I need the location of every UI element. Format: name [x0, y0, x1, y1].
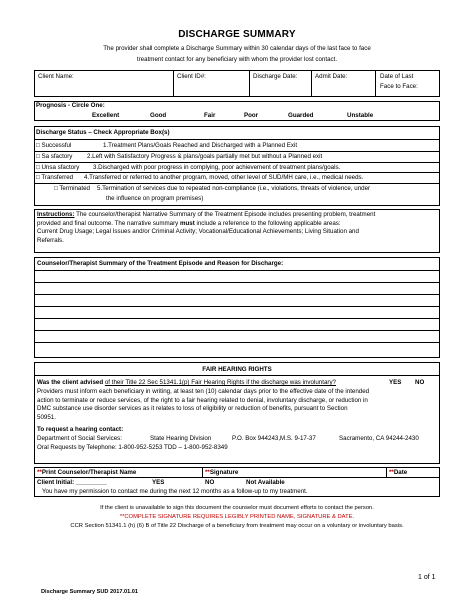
document-id: Discharge Summary SUD 2017.01.01 [41, 589, 139, 595]
last-face-to-face-field[interactable]: Face to Face: [380, 83, 418, 90]
footer-legibly-note: **COMPLETE SIGNATURE REQUIRES LEGIBLY PRINTED NAME, SIGNATURE & DATE. [119, 514, 355, 520]
intro-text [70, 43, 404, 65]
summary-line[interactable] [34, 342, 440, 343]
client-name-field[interactable]: Client Name: [38, 73, 74, 80]
fair-hearing-p4: 50951. [37, 413, 56, 421]
summary-label: Counselor/Therapist Summary of the Treatment Episode and Reason for Discharge: [37, 260, 284, 267]
hearing-request-label: To request a hearing contact: [37, 426, 124, 433]
fair-hearing-p1: Providers must inform each beneficiary in writing, at least ten (10) calendar days prior to the effective date of the intended [37, 388, 370, 395]
divider [34, 183, 440, 184]
prognosis-option-poor[interactable]: Poor [244, 112, 259, 119]
fair-hearing-yes-option[interactable]: YES [389, 379, 402, 386]
page-number: 1 of 1 [418, 574, 436, 581]
status-transferred-checkbox[interactable]: □ Transferred [36, 174, 74, 181]
date-field[interactable] [389, 469, 407, 477]
instructions-line-4: Referrals. [37, 236, 64, 244]
status-terminated-checkbox[interactable]: □ Terminated [54, 185, 90, 192]
prognosis-option-guarded[interactable]: Guarded [288, 112, 314, 119]
status-successful-desc: 1.Treatment Plans/Goals Reached and Discharged with a Planned Exit [103, 142, 298, 149]
divider [34, 162, 440, 163]
status-terminated-desc-2: the influence on program premises) [106, 195, 204, 202]
intro-line-2: treatment contact for any beneficiary with whom the provider lost contact. [136, 56, 338, 63]
hearing-division: State Hearing Division [150, 435, 212, 442]
consent-permission-text: You have my permission to contact me during the next 12 months as a follow-up to my treatment. [42, 488, 308, 495]
required-marker: ** [37, 469, 42, 476]
fair-hearing-p3: DMC substance use disorder services as it relates to loss of eligibility or reduction of benefits, pursuant to Section [37, 405, 348, 413]
consent-not-available-option[interactable]: Not Available [246, 479, 285, 486]
summary-line[interactable] [34, 282, 440, 283]
prognosis-option-fair[interactable]: Fair [204, 112, 216, 119]
client-initial-field[interactable]: Client Initial: _________ [37, 479, 107, 486]
hearing-dept: Department of Social Services: [37, 435, 122, 442]
status-satisfactory-desc: 2.Left with Satisfactory Progress & plans/goals partially met but without a Planned exit [87, 153, 323, 160]
discharge-date-field[interactable]: Discharge Date: [253, 73, 298, 80]
status-successful-checkbox[interactable]: □ Successful [36, 142, 72, 149]
divider [173, 70, 174, 97]
prognosis-option-excellent[interactable]: Excellent [92, 112, 120, 119]
footer-ccr-note: CCR Section 51341.1 (h) (6) B of Title 22 Discharge of a beneficiary from treatment may occur on a voluntary or involuntary basis. [70, 523, 404, 529]
fair-hearing-question-b: of their Title 22 Sec 51341.1(p) Fair Hearing Rights if the discharge was involuntary? [104, 379, 336, 386]
divider [311, 70, 312, 97]
instructions-line-3: Current Drug Usage; Legal Issues and/or Criminal Activity; Vocational/Educational Achievements; Living Situation and [37, 228, 359, 236]
summary-line[interactable] [34, 318, 440, 319]
client-id-field[interactable]: Client ID#: [177, 73, 206, 80]
divider [34, 375, 440, 376]
prognosis-option-good[interactable]: Good [150, 112, 167, 119]
summary-line[interactable] [34, 330, 440, 331]
hearing-po-box: P.O. Box 944243,M.S. 9-17-37 [232, 435, 316, 442]
fair-hearing-question-a: Was the client advised [37, 379, 105, 386]
page-title: DISCHARGE SUMMARY [178, 29, 296, 40]
date-label: Date [393, 469, 408, 476]
fair-hearing-question [37, 379, 336, 387]
status-transferred-desc: 4.Transferred or referred to another program, moved, other level of SUD/MH care, i.e., medical needs. [84, 174, 364, 181]
divider [34, 151, 440, 152]
divider [34, 172, 440, 173]
consent-no-option[interactable]: NO [205, 479, 215, 486]
status-satisfactory-checkbox[interactable]: □ Sa sfactory [36, 153, 73, 160]
footer-note: If the client is unavailable to sign this document the counselor must document efforts to contact the person. [100, 505, 374, 511]
instructions-line-2a: provided and final outcome. The narrative summary [37, 219, 180, 227]
signature-field[interactable] [205, 469, 238, 477]
fair-hearing-p2: action to terminate or reduce services, of the right to a fair hearing related to denial, involuntary discharge, or reduction in [37, 396, 368, 404]
prognosis-option-unstable[interactable]: Unstable [347, 112, 374, 119]
instructions-text [37, 211, 437, 245]
signature-label: Signature [209, 469, 239, 476]
instructions-must: must [179, 219, 195, 227]
fair-hearing-no-option[interactable]: NO [415, 379, 425, 386]
divider [375, 70, 376, 97]
required-marker: ** [389, 469, 394, 476]
consent-yes-option[interactable]: YES [152, 479, 165, 486]
instructions-line-1: The counselor/therapist Narrative Summary of the Treatment Episode includes presenting problem, treatment [74, 211, 376, 218]
divider [249, 70, 250, 97]
summary-line[interactable] [34, 306, 440, 307]
instructions-label: Instructions: [37, 211, 75, 218]
divider [386, 467, 387, 478]
hearing-city: Sacramento, CA 94244-2430 [339, 435, 419, 442]
fair-hearing-heading: FAIR HEARING RIGHTS [202, 366, 272, 373]
divider [34, 139, 440, 140]
print-name-field[interactable] [37, 469, 136, 477]
hearing-oral-requests: Oral Requests by Telephone: 1-800-952-5253 TDD – 1-800-952-8349 [37, 444, 228, 451]
summary-line [34, 270, 440, 271]
instructions-line-2b: include a reference to the following applicable areas: [194, 219, 341, 227]
status-terminated-desc: 5.Termination of services due to repeated non-compliance (i.e., violations, threats of violence, under [97, 185, 371, 192]
status-unsatisfactory-desc: 3.Discharged with poor progress in complying, poor achievement of treatment plans/goals. [93, 164, 341, 171]
fair-hearing-paragraph [37, 388, 437, 422]
last-face-to-face-label-1: Date of Last [380, 73, 414, 80]
print-name-label: Print Counselor/Therapist Name [41, 469, 137, 476]
admit-date-field[interactable]: Admit Date: [315, 73, 348, 80]
prognosis-label: Prognosis - Circle One: [36, 102, 105, 109]
status-unsatisfactory-checkbox[interactable]: □ Unsa sfactory [36, 164, 80, 171]
intro-line-1: The provider shall complete a Discharge Summary within 30 calendar days of the last face to face [103, 45, 371, 52]
discharge-status-label: Discharge Status – Check Appropriate Box(s) [36, 129, 170, 136]
divider [202, 467, 203, 478]
summary-line[interactable] [34, 294, 440, 295]
required-marker: ** [205, 469, 210, 476]
